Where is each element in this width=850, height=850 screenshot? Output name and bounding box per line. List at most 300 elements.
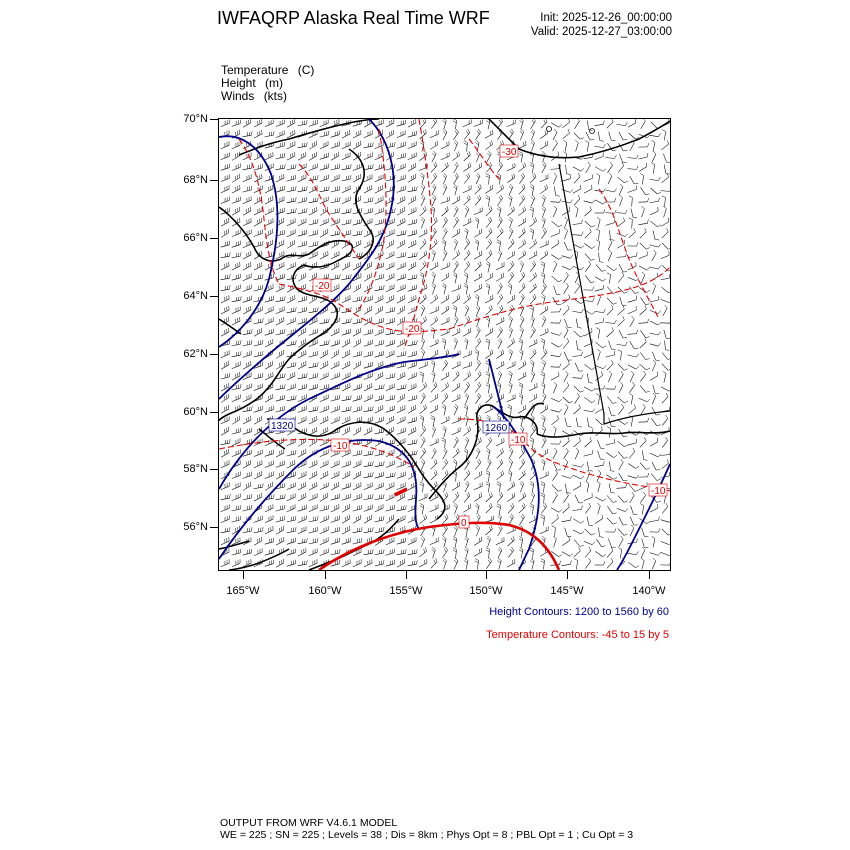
wind-barb: [432, 198, 436, 206]
wind-barb-feather: [582, 309, 584, 313]
wind-barb-feather: [348, 319, 349, 323]
wind-barb-feather: [456, 129, 458, 132]
wind-barb-feather: [554, 129, 557, 132]
wind-barb-feather: [626, 253, 627, 257]
wind-barb-feather: [248, 208, 249, 212]
wind-barb-feather: [383, 285, 384, 289]
wind-barb-feather: [328, 384, 329, 388]
wind-barb-feather: [433, 175, 435, 178]
wind-barb-feather: [667, 459, 668, 463]
wind-barb: [519, 462, 524, 469]
wind-barb-feather: [348, 275, 349, 279]
lon-tick: [406, 571, 407, 579]
wind-barb-feather: [454, 340, 457, 343]
wind-barb-feather: [372, 450, 373, 454]
wind-barb-feather: [543, 230, 545, 233]
wind-barb-feather: [435, 318, 436, 322]
wind-barb: [595, 124, 604, 125]
wind-barb-feather: [381, 517, 382, 521]
wind-barb-feather: [567, 338, 569, 342]
wind-barb-feather: [262, 318, 263, 322]
wind-barb: [564, 374, 568, 382]
wind-barb: [475, 363, 480, 370]
wind-barb-feather: [315, 517, 316, 521]
wind-barb-feather: [346, 528, 347, 532]
wind-barb-feather: [613, 150, 617, 151]
wind-barb-feather: [632, 316, 635, 319]
wind-barb-feather: [359, 231, 360, 235]
wind-barb-feather: [303, 340, 304, 344]
wind-barb-feather: [337, 275, 338, 279]
wind-barb-feather: [313, 374, 314, 378]
wind-barb-feather: [456, 162, 458, 165]
wind-barb-feather: [227, 528, 228, 532]
wind-barb-feather: [519, 385, 523, 387]
wind-barb-feather: [520, 349, 523, 351]
wind-barb-feather: [249, 165, 250, 169]
wind-barb-feather: [568, 503, 569, 507]
wind-barb-feather: [240, 428, 241, 432]
wind-barb-feather: [238, 297, 239, 301]
wind-barb: [608, 176, 612, 184]
wind-barb-feather: [315, 176, 316, 180]
wind-barb-feather: [613, 523, 617, 525]
wind-barb-feather: [293, 187, 294, 191]
wind-barb-feather: [492, 328, 493, 332]
wind-barb-feather: [402, 208, 403, 212]
wind-barb: [642, 209, 645, 217]
wind-barb-feather: [431, 363, 434, 365]
wind-barb: [641, 275, 645, 283]
wind-barb-feather: [645, 228, 647, 232]
wind-barb: [551, 343, 559, 347]
wind-barb: [530, 298, 536, 305]
lat-tick: [210, 119, 218, 120]
wind-barb-feather: [623, 316, 625, 320]
wind-barb-feather: [437, 294, 438, 298]
wind-barb-feather: [455, 525, 458, 528]
wind-barb-feather: [668, 269, 670, 271]
wind-barb-feather: [531, 360, 534, 362]
wind-barb-feather: [405, 384, 406, 388]
wind-barb-feather: [491, 305, 493, 309]
wind-barb-feather: [492, 350, 493, 354]
wind-barb-feather: [313, 242, 314, 246]
wind-barb-feather: [465, 483, 468, 486]
wind-barb: [563, 507, 570, 513]
wind-barb-feather: [350, 219, 351, 223]
wind-barb: [452, 365, 460, 369]
wind-barb-feather: [381, 462, 382, 466]
wind-barb: [595, 497, 603, 501]
wind-barb-feather: [249, 341, 250, 345]
wind-barb-feather: [360, 141, 361, 145]
wind-barb-feather: [522, 274, 524, 278]
wind-barb-feather: [509, 417, 512, 420]
wind-barb-feather: [476, 217, 479, 219]
wind-barb-feather: [390, 374, 391, 378]
wind-barb-feather: [268, 242, 269, 246]
wind-barb-feather: [444, 173, 447, 176]
wind-barb-feather: [544, 228, 546, 231]
wind-barb: [607, 518, 613, 524]
wind-barb: [599, 396, 600, 405]
wind-barb-feather: [435, 351, 436, 355]
wind-barb-feather: [229, 218, 230, 222]
wind-barb: [464, 133, 470, 140]
wind-barb-feather: [535, 239, 536, 243]
wind-barb-feather: [412, 396, 413, 400]
wind-barb: [442, 166, 449, 172]
wind-barb-feather: [249, 506, 250, 510]
wind-barb-feather: [500, 327, 502, 330]
wind-barb-feather: [454, 505, 457, 508]
wind-barb-feather: [445, 208, 447, 212]
wind-barb: [441, 277, 449, 282]
wind-barb-feather: [367, 264, 368, 268]
wind-barb-feather: [411, 473, 412, 477]
wind-barb-feather: [499, 120, 501, 123]
wind-barb-feather: [420, 175, 423, 177]
wind-barb-feather: [541, 273, 544, 275]
wind-barb-feather: [530, 207, 534, 209]
wind-barb-feather: [569, 295, 570, 299]
wind-barb: [573, 509, 582, 510]
wind-barb-feather: [420, 275, 423, 277]
wind-barb-feather: [302, 297, 303, 301]
wind-barb-feather: [455, 439, 457, 442]
wind-barb: [574, 199, 580, 206]
wind-barb-feather: [317, 175, 318, 179]
wind-barb-feather: [632, 382, 634, 385]
wind-barb: [563, 133, 570, 139]
wind-barb: [662, 177, 669, 183]
wind-barb-feather: [317, 384, 318, 388]
wind-barb-feather: [523, 219, 524, 223]
wind-barb-feather: [470, 163, 471, 167]
wind-barb-feather: [486, 174, 490, 176]
wind-barb-feather: [381, 373, 382, 377]
wind-barb-feather: [486, 121, 489, 123]
wind-barb-feather: [361, 296, 362, 300]
wind-barb: [640, 232, 646, 238]
wind-barb-feather: [247, 187, 248, 191]
wind-barb-feather: [349, 339, 350, 343]
wind-barb-feather: [444, 129, 447, 132]
wind-barb-feather: [225, 407, 226, 411]
wind-barb: [652, 154, 656, 162]
wind-barb-feather: [467, 318, 469, 322]
wind-barb-feather: [488, 461, 491, 464]
wind-barb-feather: [436, 217, 438, 221]
wind-barb-feather: [357, 330, 358, 334]
wind-barb: [507, 497, 515, 502]
wind-barb-feather: [521, 481, 524, 484]
wind-barb: [496, 442, 504, 446]
wind-barb-feather: [420, 143, 423, 145]
wind-barb: [665, 198, 666, 207]
wind-barb-feather: [391, 428, 392, 432]
wind-barb-feather: [479, 459, 481, 463]
wind-barb-feather: [593, 286, 595, 290]
wind-barb-feather: [368, 451, 369, 455]
wind-barb-feather: [394, 142, 395, 146]
wind-barb-feather: [442, 339, 446, 341]
wind-barb-feather: [535, 349, 537, 353]
wind-barb-feather: [306, 373, 307, 377]
wind-barb-feather: [600, 140, 604, 141]
wind-barb-feather: [445, 164, 446, 168]
wind-barb-feather: [446, 296, 447, 300]
wind-barb-feather: [615, 155, 617, 159]
wind-barb-feather: [590, 140, 594, 141]
wind-barb-feather: [530, 163, 534, 165]
wind-barb-feather: [284, 329, 285, 333]
wind-barb-feather: [356, 286, 357, 290]
wind-barb-feather: [545, 307, 546, 311]
wind-barb-feather: [466, 131, 468, 134]
wind-barb-feather: [544, 437, 547, 440]
wind-barb-feather: [405, 230, 406, 234]
wind-barb-feather: [589, 525, 593, 526]
wind-barb-feather: [547, 405, 548, 409]
wind-barb-feather: [477, 305, 480, 308]
wind-barb-feather: [370, 198, 371, 202]
wind-barb: [464, 496, 470, 503]
wind-barb-feather: [313, 528, 314, 532]
wind-barb-feather: [359, 352, 360, 356]
wind-barb: [661, 222, 669, 227]
wind-barb-feather: [530, 440, 534, 442]
wind-barb: [431, 474, 437, 480]
wind-barb-feather: [581, 531, 584, 534]
wind-barb-feather: [405, 295, 406, 299]
wind-barb: [442, 518, 448, 525]
wind-barb-feather: [459, 196, 460, 200]
wind-barb: [618, 397, 625, 403]
wind-barb-feather: [434, 472, 436, 476]
wind-barb-feather: [260, 528, 261, 532]
wind-barb-feather: [543, 360, 546, 363]
wind-barb: [463, 167, 470, 172]
wind-barb-feather: [489, 230, 491, 234]
wind-barb: [650, 180, 659, 181]
wind-barb-feather: [522, 285, 524, 289]
wind-barb-feather: [524, 373, 525, 377]
wind-barb: [431, 386, 437, 393]
wind-barb-feather: [390, 143, 391, 147]
wind-barb-feather: [599, 262, 603, 263]
wind-barb-feather: [348, 176, 349, 180]
wind-barb-feather: [260, 275, 261, 279]
wind-barb-feather: [486, 473, 490, 475]
wind-barb-feather: [453, 275, 456, 277]
wind-barb-feather: [240, 340, 241, 344]
wind-barb-feather: [647, 135, 650, 138]
wind-barb-feather: [348, 527, 349, 531]
wind-barb-feather: [665, 305, 668, 308]
wind-barb-feather: [514, 295, 515, 299]
wind-barb-feather: [438, 262, 439, 266]
wind-barb-feather: [227, 286, 228, 290]
wind-barb-feather: [489, 494, 490, 498]
wind-barb-feather: [247, 495, 248, 499]
wind-barb: [430, 508, 438, 512]
wind-barb: [573, 378, 582, 379]
wind-barb-feather: [339, 164, 340, 168]
wind-barb-feather: [371, 262, 372, 266]
wind-barb-feather: [530, 484, 533, 486]
wind-barb: [651, 418, 656, 425]
wind-barb-feather: [436, 239, 438, 243]
wind-barb-feather: [643, 492, 645, 495]
wind-barb-feather: [582, 220, 583, 224]
wind-barb-feather: [456, 437, 458, 440]
wind-barb: [630, 319, 634, 327]
wind-barb-feather: [499, 250, 502, 253]
wind-barb-feather: [302, 187, 303, 191]
wind-barb-feather: [302, 242, 303, 246]
wind-barb-feather: [357, 264, 358, 268]
wind-barb: [553, 473, 558, 480]
wind-barb-feather: [435, 173, 437, 176]
wind-barb-feather: [624, 401, 628, 403]
wind-barb-feather: [541, 495, 545, 497]
wind-barb-feather: [432, 428, 435, 431]
wind-barb-feather: [468, 505, 469, 509]
wind-barb: [463, 189, 471, 192]
wind-barb-feather: [580, 335, 584, 337]
wind-barb: [563, 397, 570, 403]
wind-barb: [430, 343, 438, 347]
wind-barb-feather: [522, 472, 524, 476]
wind-barb-feather: [614, 189, 616, 192]
wind-barb-feather: [545, 349, 547, 353]
wind-barb-feather: [306, 296, 307, 300]
wind-barb-feather: [328, 471, 329, 475]
wind-barb-feather: [510, 184, 513, 187]
wind-barb-feather: [379, 374, 380, 378]
wind-barb-feather: [260, 242, 261, 246]
wind-barb: [544, 374, 545, 383]
wind-barb: [563, 364, 570, 370]
wind-barb-feather: [589, 427, 593, 428]
wind-barb-feather: [470, 328, 471, 332]
wind-barb-feather: [437, 350, 438, 354]
wind-barb: [443, 451, 447, 459]
wind-barb-feather: [390, 473, 391, 477]
wind-barb-feather: [631, 525, 634, 528]
wind-barb: [588, 418, 589, 427]
wind-barb-feather: [350, 208, 351, 212]
wind-barb-feather: [442, 286, 445, 288]
wind-barb: [421, 440, 426, 448]
wind-barb-feather: [279, 220, 280, 224]
wind-barb-feather: [291, 198, 292, 202]
wind-barb-feather: [370, 462, 371, 466]
wind-barb: [584, 410, 593, 412]
wind-barb-feather: [251, 527, 252, 531]
wind-barb-feather: [334, 242, 335, 246]
wind-barb-feather: [415, 196, 416, 200]
wind-barb-feather: [523, 494, 524, 498]
wind-barb-feather: [513, 338, 514, 342]
wind-barb: [661, 387, 669, 391]
wind-barb-feather: [350, 526, 351, 530]
wind-barb-feather: [349, 427, 350, 431]
wind-barb-feather: [317, 197, 318, 201]
wind-barb-feather: [272, 361, 273, 365]
plot-title: IWFAQRP Alaska Real Time WRF: [217, 8, 490, 28]
wind-barb: [530, 429, 535, 436]
wind-barb-feather: [466, 263, 468, 266]
wind-barb-feather: [412, 187, 413, 191]
wind-barb: [585, 275, 590, 282]
wind-barb-feather: [361, 252, 362, 256]
wind-barb: [508, 265, 514, 272]
wind-barb: [652, 462, 656, 470]
wind-barb-feather: [531, 316, 534, 319]
wind-barb: [620, 297, 623, 306]
wind-barb-feather: [414, 220, 415, 224]
wind-barb: [496, 266, 504, 270]
wind-barb-feather: [582, 375, 584, 379]
wind-barb-feather: [259, 197, 260, 201]
wind-barb-feather: [565, 228, 568, 231]
wind-barb-feather: [497, 416, 501, 418]
wind-barb-feather: [313, 517, 314, 521]
wind-barb-feather: [369, 318, 370, 322]
wind-barb-feather: [392, 143, 393, 147]
wind-barb-feather: [372, 197, 373, 201]
wind-barb-feather: [499, 285, 501, 288]
wind-barb: [610, 275, 611, 284]
wind-barb: [575, 275, 579, 283]
wind-barb-feather: [390, 330, 391, 334]
wind-barb-feather: [523, 241, 524, 245]
lon-label-160w: 160°W: [308, 585, 342, 597]
wind-barb-feather: [475, 220, 478, 222]
wind-barb-feather: [657, 438, 658, 442]
wind-barb-feather: [555, 492, 557, 495]
wind-barb-feather: [669, 406, 670, 410]
wind-barb: [650, 300, 659, 302]
wind-barb-feather: [358, 329, 359, 333]
wind-barb-feather: [486, 198, 490, 200]
wind-barb-feather: [258, 429, 259, 433]
wind-barb-feather: [530, 504, 534, 506]
wind-barb: [497, 452, 504, 458]
wind-barb-feather: [291, 451, 292, 455]
wind-barb-feather: [381, 275, 382, 279]
wind-barb-feather: [668, 534, 670, 536]
wind-barb-feather: [541, 482, 545, 484]
wind-barb-feather: [501, 305, 503, 309]
wind-barb-feather: [532, 195, 535, 198]
wind-barb-feather: [536, 394, 537, 398]
wind-barb-feather: [657, 425, 661, 426]
wind-barb-feather: [361, 208, 362, 212]
wind-barb-feather: [390, 440, 391, 444]
wind-barb-feather: [426, 152, 427, 156]
wind-barb-feather: [358, 428, 359, 432]
wind-barb: [639, 398, 647, 402]
wind-barb: [519, 474, 526, 480]
wind-barb: [599, 242, 600, 251]
wind-barb-feather: [478, 129, 480, 132]
wind-barb-feather: [511, 263, 513, 267]
wind-barb: [573, 356, 582, 357]
